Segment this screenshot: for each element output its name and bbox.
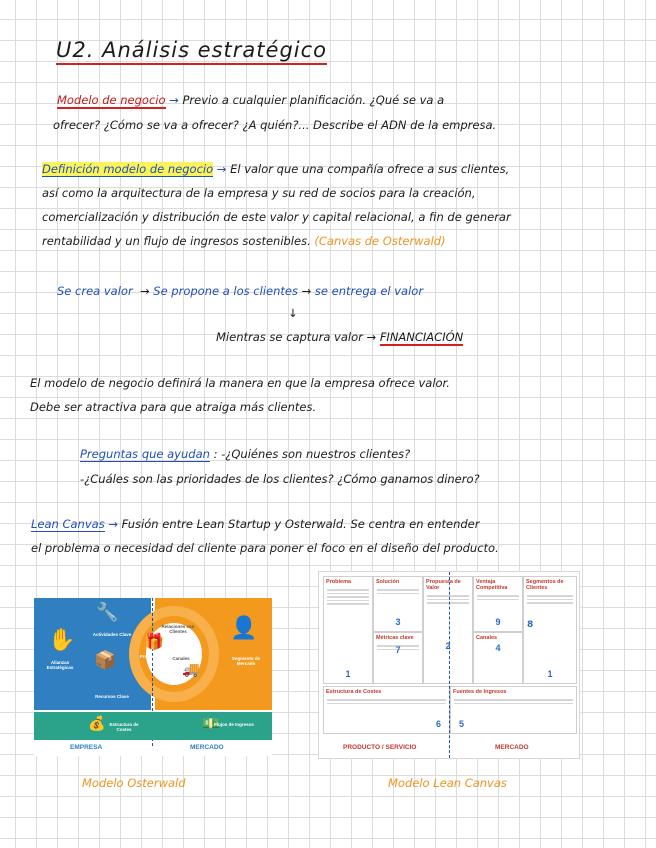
money-icon: 💵 bbox=[202, 716, 220, 732]
definicion-text-4: rentabilidad y un flujo de ingresos sostenibles. bbox=[42, 234, 311, 248]
lean-cell-ingresos: Fuentes de Ingresos 5 bbox=[450, 686, 577, 734]
arrow-icon: → bbox=[169, 93, 179, 107]
paragraph-line-2: Debe ser atractiva para que atraiga más clientes. bbox=[30, 400, 317, 414]
lean-cell-canales: Canales 4 bbox=[473, 632, 523, 684]
flow-step-1: Se crea valor bbox=[57, 284, 133, 298]
lean-num-propuesta: 2 bbox=[445, 641, 451, 651]
osw-label-relaciones: Relaciones con Clientes bbox=[161, 624, 195, 634]
lean-cell-propuesta: Propuesta de Valor 2 bbox=[423, 576, 473, 684]
definicion-line-4 bbox=[42, 234, 446, 248]
arrow-icon: → bbox=[216, 162, 227, 176]
arrow-icon: → bbox=[301, 284, 312, 298]
osterwald-diagram bbox=[34, 598, 272, 756]
pregunta-2: -¿Cuáles son las prioridades de los clientes? ¿Cómo ganamos dinero? bbox=[80, 472, 480, 486]
down-arrow-icon: ↓ bbox=[288, 306, 298, 320]
lean-label: Lean Canvas bbox=[31, 517, 105, 531]
page-title: U2. Análisis estratégico bbox=[56, 38, 327, 65]
coins-icon: 💰 bbox=[88, 716, 106, 732]
osw-label-canales: Canales bbox=[172, 656, 190, 661]
handshake-icon: ✋ bbox=[48, 628, 76, 653]
osw-label-actividades: Actividades Clave bbox=[92, 632, 132, 637]
flow-step-3: se entrega el valor bbox=[314, 284, 424, 298]
pregunta-1: -¿Quiénes son nuestros clientes? bbox=[221, 447, 411, 461]
lean-num-ingresos: 5 bbox=[459, 719, 465, 729]
caption-lean: Modelo Lean Canvas bbox=[388, 776, 507, 790]
definicion-text-3: comercialización y distribución de este valor y capital relacional, a fin de generar bbox=[42, 210, 511, 224]
boxes-icon: 📦 bbox=[94, 650, 117, 671]
worker-icon: 🔧 bbox=[96, 602, 119, 623]
lean-cell-segmentos: Segmentos de Clientes 1 bbox=[523, 576, 577, 684]
lean-num-problema: 1 bbox=[345, 669, 351, 679]
lean-cell-costes: Estructura de Costes 6 bbox=[323, 686, 450, 734]
lean-divider bbox=[449, 572, 450, 758]
flow-line-2 bbox=[216, 330, 463, 344]
lean-num-solucion: 3 bbox=[395, 617, 401, 627]
caption-osterwald: Modelo Osterwald bbox=[82, 776, 186, 790]
lean-cell-ventaja: Ventaja Competitiva 9 bbox=[473, 576, 523, 632]
definicion-note: (Canvas de Osterwald) bbox=[314, 234, 446, 248]
lean-num-ventaja: 9 bbox=[495, 617, 501, 627]
lean-cell-problema: Problema 1 bbox=[323, 576, 373, 684]
truck-icon: 🚚 bbox=[182, 662, 200, 678]
preguntas-line-1: Preguntas que ayudan : -¿Quiénes son nuestros clientes? bbox=[80, 447, 411, 461]
lean-num-segmentos: 1 bbox=[547, 669, 553, 679]
osw-footer-mercado: MERCADO bbox=[190, 744, 224, 751]
osw-label-costes: Estructura de Costes bbox=[109, 722, 139, 732]
osw-footer-empresa: EMPRESA bbox=[70, 744, 103, 751]
osw-label-alianzas: Alianzas Estratégicas bbox=[46, 660, 74, 670]
modelo-text-2: ofrecer? ¿Cómo se va a ofrecer? ¿A quién?... Describe el ADN de la empresa. bbox=[53, 118, 497, 132]
arrow-icon: → bbox=[366, 330, 377, 344]
definicion-text-2: así como la arquitectura de la empresa y su red de socios para la creación, bbox=[42, 186, 476, 200]
flow-step-2: Se propone a los clientes bbox=[153, 284, 298, 298]
osw-label-recursos: Recursos Clave bbox=[95, 694, 129, 699]
flow-result: FINANCIACIÓN bbox=[379, 330, 464, 344]
modelo-label: Modelo de negocio bbox=[57, 93, 166, 107]
lean-num-8: 8 bbox=[527, 620, 534, 630]
person-icon: 👤 bbox=[230, 616, 258, 641]
lean-cell-solucion: Solución 3 bbox=[373, 576, 423, 632]
flow-step-4: Mientras se captura valor bbox=[216, 330, 363, 344]
lean-canvas-diagram bbox=[318, 571, 580, 759]
arrow-icon: → bbox=[108, 517, 118, 531]
modelo-text-1: Previo a cualquier planificación. ¿Qué se va a bbox=[182, 93, 445, 107]
arrow-icon: → bbox=[136, 284, 150, 298]
lean-num-canales: 4 bbox=[495, 643, 501, 653]
definicion-text-1: El valor que una compañía ofrece a sus clientes, bbox=[230, 162, 510, 176]
modelo-line-1 bbox=[57, 93, 444, 107]
gift-icon: 🎁 bbox=[144, 632, 164, 651]
lean-cell-metricas: Métricas clave 7 bbox=[373, 632, 423, 684]
osw-label-ingresos: Flujos de Ingresos bbox=[214, 722, 254, 727]
flow-line-1 bbox=[57, 284, 423, 298]
lean-num-costes: 6 bbox=[435, 719, 441, 729]
lean-line-1 bbox=[31, 517, 479, 531]
preguntas-label: Preguntas que ayudan bbox=[80, 447, 210, 461]
lean-footer-mercado: MERCADO bbox=[495, 744, 529, 751]
osw-label-segmento: Segmento de Mercado bbox=[231, 656, 261, 666]
osw-label-propuesta: Propuesta de Valor bbox=[139, 654, 169, 664]
lean-text-1: Fusión entre Lean Startup y Osterwald. Se centra en entender bbox=[121, 517, 480, 531]
paragraph-line-1: El modelo de negocio definirá la manera en que la empresa ofrece valor. bbox=[30, 376, 450, 390]
lean-footer-producto: PRODUCTO / SERVICIO bbox=[343, 744, 417, 751]
definicion-line-1 bbox=[42, 162, 509, 176]
lean-text-2: el problema o necesidad del cliente para poner el foco en el diseño del producto. bbox=[31, 541, 499, 555]
definicion-label: Definición modelo de negocio bbox=[42, 162, 214, 176]
lean-num-metricas: 7 bbox=[395, 645, 401, 655]
